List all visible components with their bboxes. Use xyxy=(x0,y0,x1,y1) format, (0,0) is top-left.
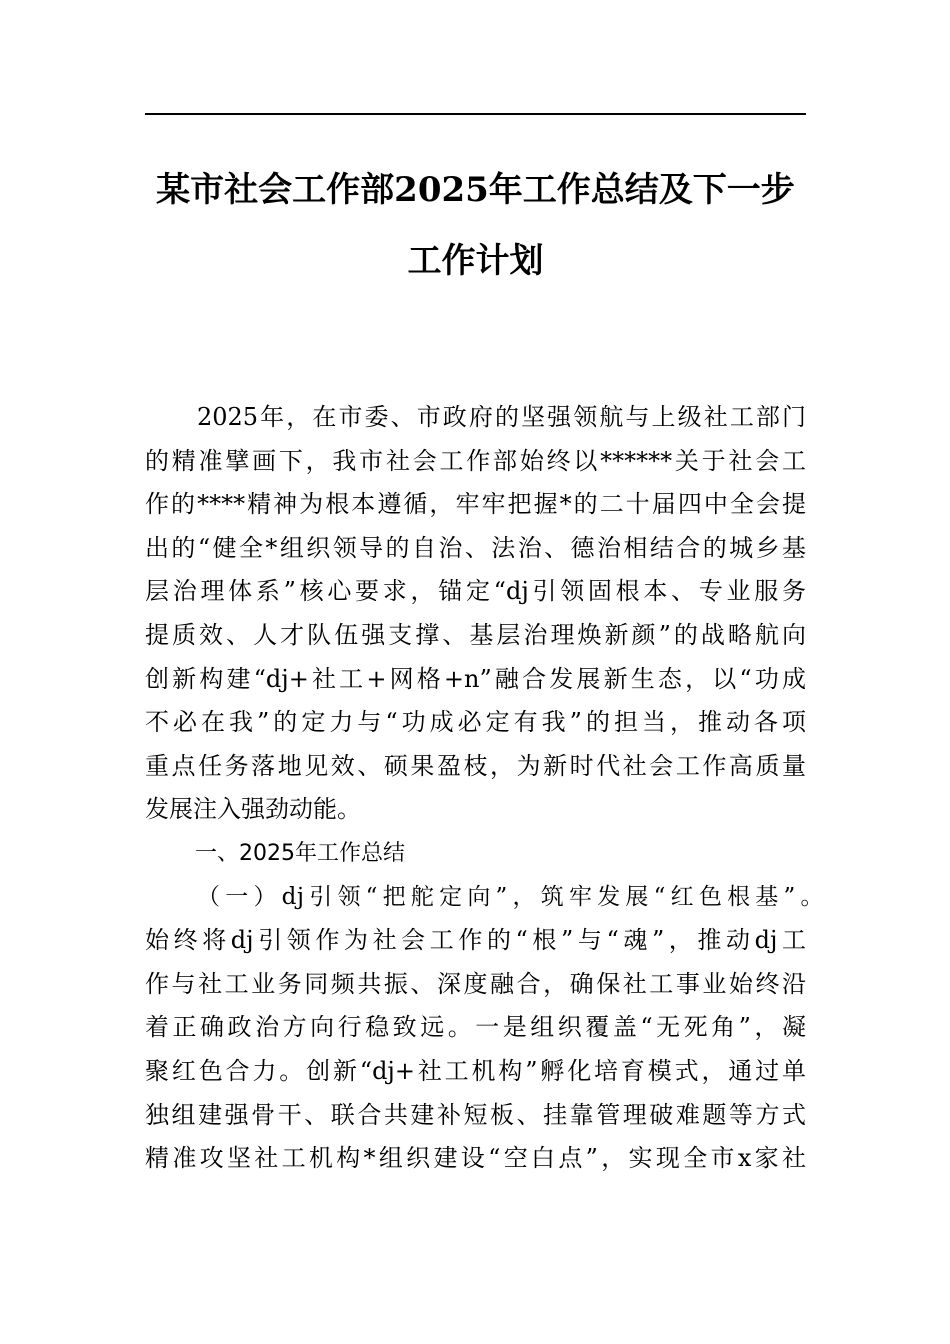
intro-line: 创新构建“dj+社工+网格+n”融合发展新生态，以“功成 xyxy=(145,664,806,693)
document-title-line-2: 工作计划 xyxy=(407,241,544,281)
intro-line: 作的****精神为根本遵循，牢牢把握*的二十届四中全会提 xyxy=(145,490,806,519)
intro-line: 层治理体系”核心要求，锚定“dj引领固根本、专业服务 xyxy=(145,577,806,606)
intro-line: 发展注入强劲动能。 xyxy=(145,795,361,824)
document-title-line-1: 某市社会工作部2025年工作总结及下一步 xyxy=(156,170,795,210)
intro-line: 的精准擘画下，我市社会工作部始终以******关于社会工 xyxy=(145,446,806,475)
intro-line: 出的“健全*组织领导的自治、法治、德治相结合的城乡基 xyxy=(145,533,806,562)
intro-line: 不必在我”的定力与“功成必定有我”的担当，推动各项 xyxy=(145,708,806,737)
intro-line: 提质效、人才队伍强支撑、基层治理焕新颜”的战略航向 xyxy=(145,620,806,649)
section-line: 聚红色合力。创新“dj+社工机构”孵化培育模式，通过单 xyxy=(145,1056,806,1085)
section-heading: 一、2025年工作总结 xyxy=(195,840,405,866)
header-rule xyxy=(145,113,806,115)
section-line: 始终将dj引领作为社会工作的“根”与“魂”，推动dj工 xyxy=(145,926,806,955)
intro-line: 重点任务落地见效、硕果盈枝，为新时代社会工作高质量 xyxy=(145,751,806,780)
intro-line: 2025年，在市委、市政府的坚强领航与上级社工部门 xyxy=(197,403,806,431)
section-line: 着正确政治方向行稳致远。一是组织覆盖“无死角”，凝 xyxy=(145,1013,806,1042)
section-line: 独组建强骨干、联合共建补短板、挂靠管理破难题等方式 xyxy=(145,1100,806,1129)
section-line: 精准攻坚社工机构*组织建设“空白点”，实现全市x家社 xyxy=(145,1144,806,1173)
document-body xyxy=(145,396,824,1181)
section-line: 作与社工业务同频共振、深度融合，确保社工事业始终沿 xyxy=(145,969,806,998)
subsection-heading: （一）dj引领“把舵定向”，筑牢发展“红色根基”。 xyxy=(197,883,824,910)
